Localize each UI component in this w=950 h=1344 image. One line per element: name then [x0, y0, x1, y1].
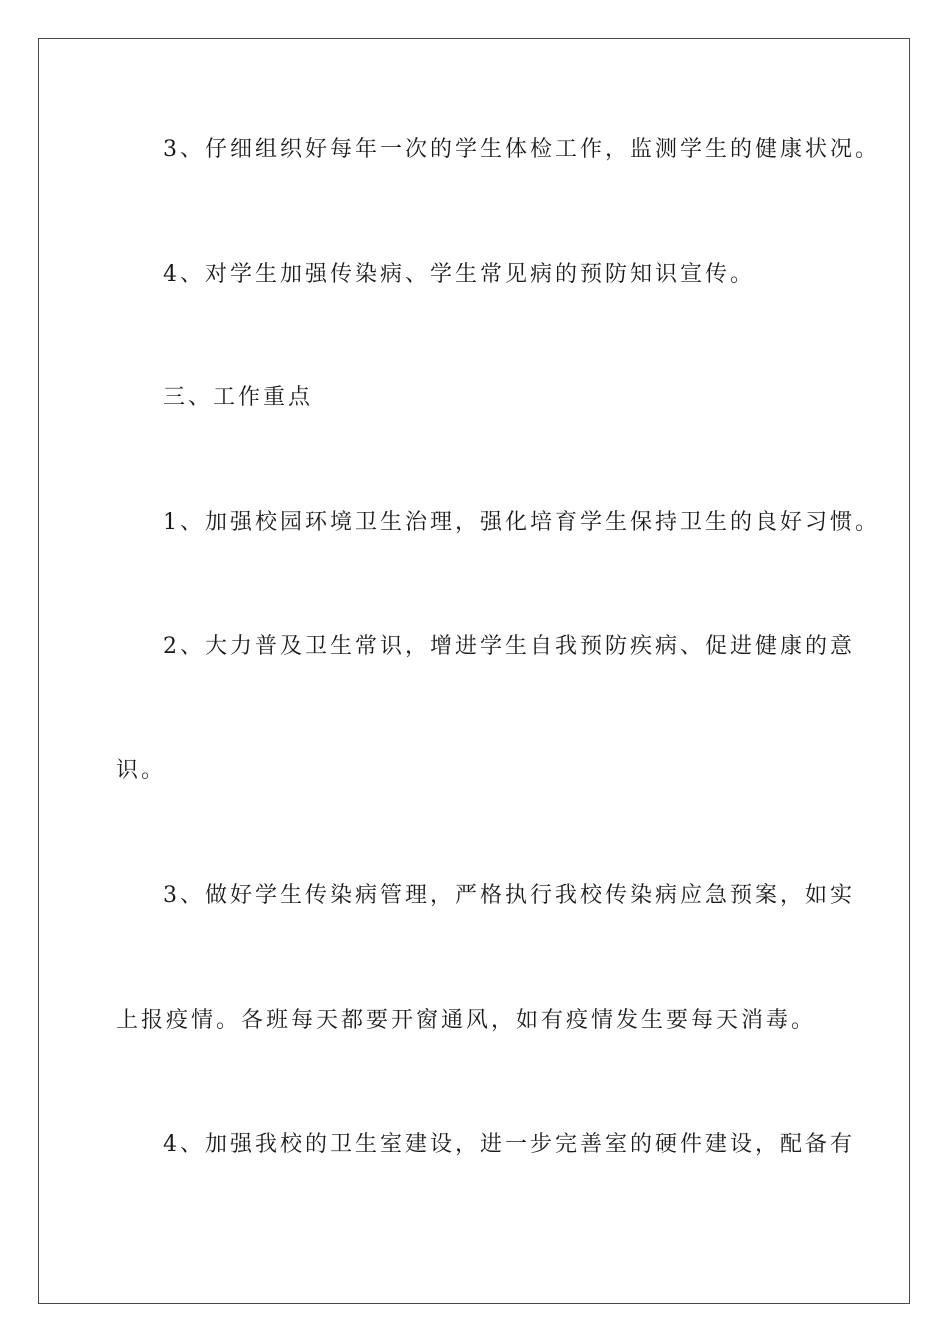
section-heading-work-focus: 三、工作重点 [163, 385, 314, 410]
paragraph-item-2-hygiene-knowledge: 2、大力普及卫生常识，增进学生自我预防疾病、促进健康的意 [163, 634, 855, 659]
page-frame [38, 38, 910, 1304]
paragraph-item-1-campus-hygiene: 1、加强校园环境卫生治理，强化培育学生保持卫生的良好习惯。 [163, 510, 880, 535]
paragraph-item-2-continuation: 识。 [116, 758, 167, 783]
paragraph-item-3-continuation: 上报疫情。各班每天都要开窗通风，如有疫情发生要每天消毒。 [116, 1008, 817, 1033]
paragraph-item-4-disease-awareness: 4、对学生加强传染病、学生常见病的预防知识宣传。 [163, 262, 755, 287]
paragraph-item-4-clinic-construction: 4、加强我校的卫生室建设，进一步完善室的硬件建设，配备有 [163, 1132, 855, 1157]
paragraph-item-3-checkup: 3、仔细组织好每年一次的学生体检工作，监测学生的健康状况。 [163, 137, 880, 162]
paragraph-item-3-infectious-disease: 3、做好学生传染病管理，严格执行我校传染病应急预案，如实 [163, 883, 855, 908]
